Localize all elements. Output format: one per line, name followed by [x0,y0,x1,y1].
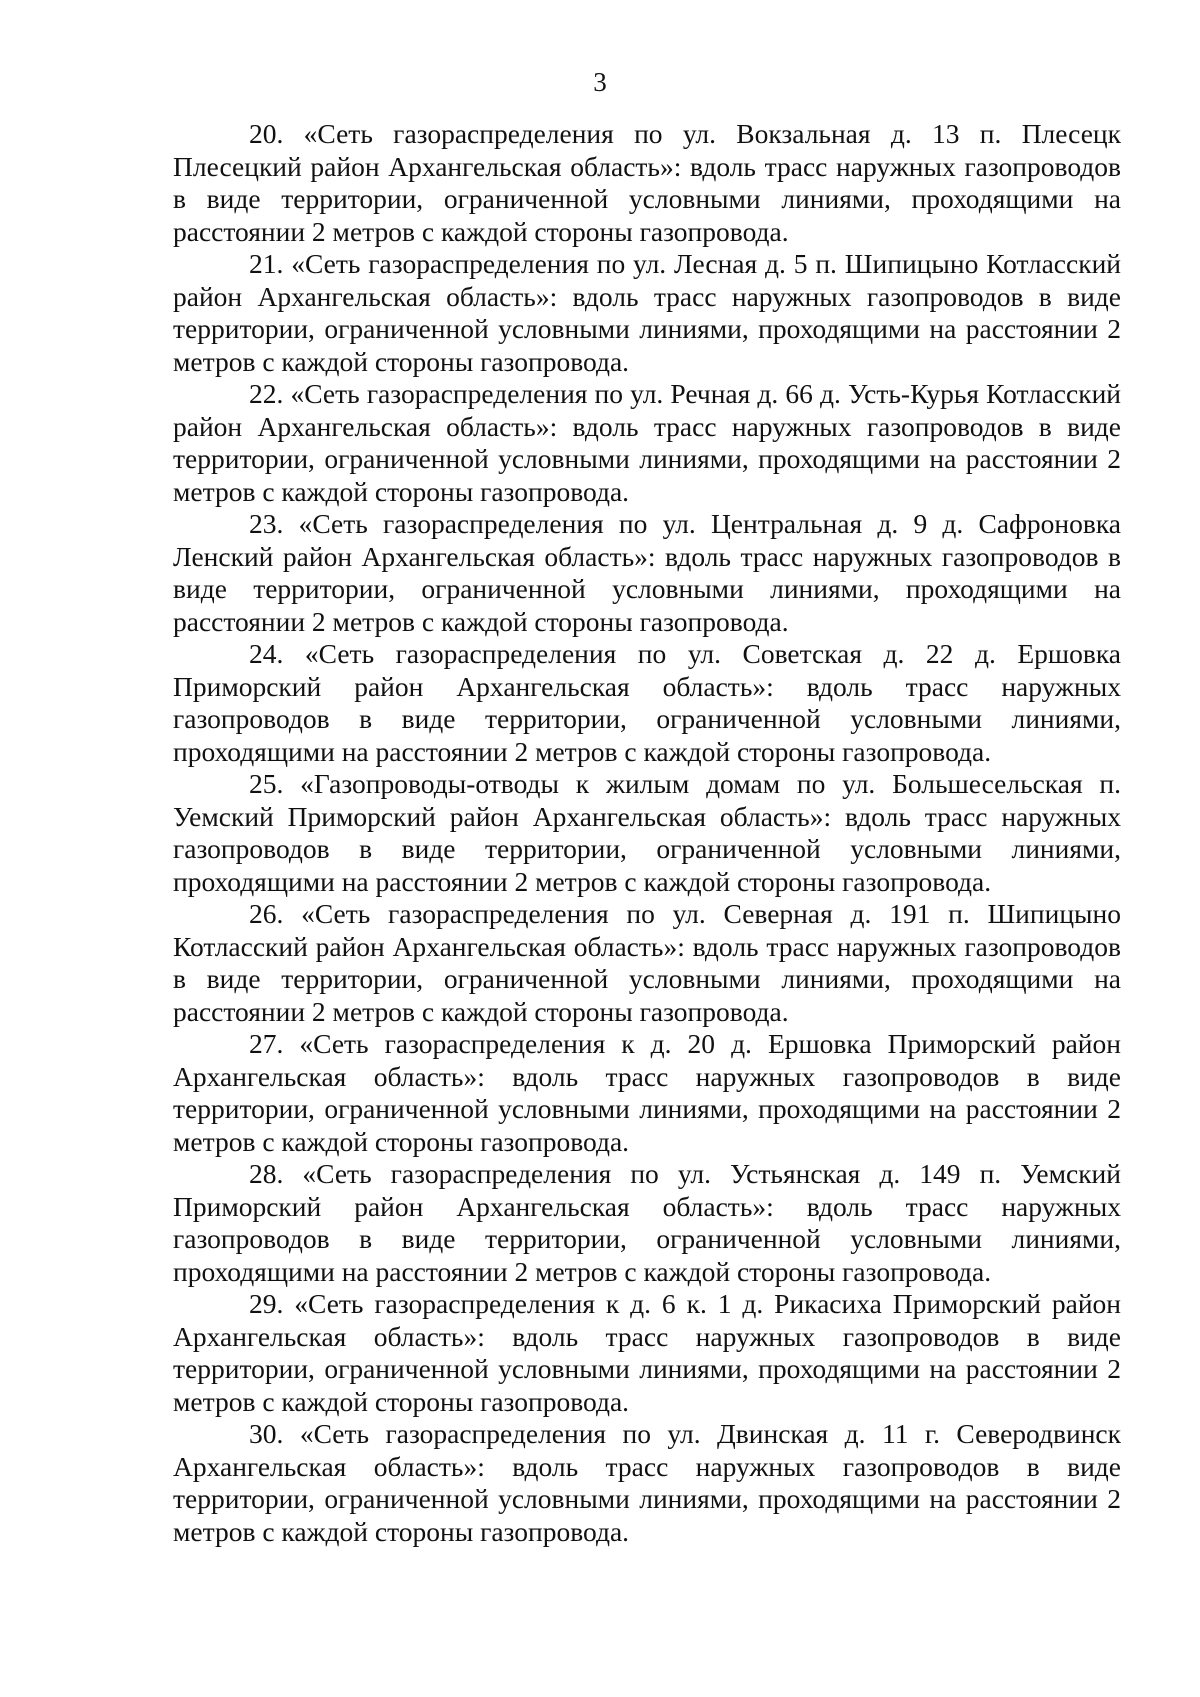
list-item-25: 25. «Газопроводы-отводы к жилым домам по ул. Большесельская п. Уемский Приморский район Архангельская область»: вдоль трасс наружных газопроводов в виде территории, ограниченной условными линиями, проходящими на расстоянии 2 метров с каждой стороны газопровода. [173,768,1121,897]
list-item-27: 27. «Сеть газораспределения к д. 20 д. Ершовка Приморский район Архангельская область»: вдоль трасс наружных газопроводов в виде территории, ограниченной условными линиями, проходящими на расстоянии 2 метров с каждой стороны газопровода. [173,1028,1121,1157]
list-item-22: 22. «Сеть газораспределения по ул. Речная д. 66 д. Усть-Курья Котласский район Архангельская область»: вдоль трасс наружных газопроводов в виде территории, ограниченной условными линиями, проходящими на расстоянии 2 метров с каждой стороны газопровода. [173,378,1121,507]
list-item-30: 30. «Сеть газораспределения по ул. Двинская д. 11 г. Северодвинск Архангельская область»: вдоль трасс наружных газопроводов в виде территории, ограниченной условными линиями, проходящими на расстоянии 2 метров с каждой стороны газопровода. [173,1418,1121,1547]
list-item-26: 26. «Сеть газораспределения по ул. Северная д. 191 п. Шипицыно Котласский район Архангельская область»: вдоль трасс наружных газопроводов в виде территории, ограниченной условными линиями, проходящими на расстоянии 2 метров с каждой стороны газопровода. [173,898,1121,1027]
list-item-29: 29. «Сеть газораспределения к д. 6 к. 1 д. Рикасиха Приморский район Архангельская область»: вдоль трасс наружных газопроводов в виде территории, ограниченной условными линиями, проходящими на расстоянии 2 метров с каждой стороны газопровода. [173,1288,1121,1417]
list-item-23: 23. «Сеть газораспределения по ул. Центральная д. 9 д. Сафроновка Ленский район Архангельская область»: вдоль трасс наружных газопроводов в виде территории, ограниченной условными линиями, проходящими на расстоянии 2 метров с каждой стороны газопровода. [173,508,1121,637]
page-number: 3 [593,67,607,97]
list-item-20: 20. «Сеть газораспределения по ул. Вокзальная д. 13 п. Плесецк Плесецкий район Архангельская область»: вдоль трасс наружных газопроводов в виде территории, ограниченной условными линиями, проходящими на расстоянии 2 метров с каждой стороны газопровода. [173,118,1121,247]
list-item-28: 28. «Сеть газораспределения по ул. Устьянская д. 149 п. Уемский Приморский район Архангельская область»: вдоль трасс наружных газопроводов в виде территории, ограниченной условными линиями, проходящими на расстоянии 2 метров с каждой стороны газопровода. [173,1158,1121,1287]
list-item-24: 24. «Сеть газораспределения по ул. Советская д. 22 д. Ершовка Приморский район Архангельская область»: вдоль трасс наружных газопроводов в виде территории, ограниченной условными линиями, проходящими на расстоянии 2 метров с каждой стороны газопровода. [173,638,1121,767]
list-item-21: 21. «Сеть газораспределения по ул. Лесная д. 5 п. Шипицыно Котласский район Архангельская область»: вдоль трасс наружных газопроводов в виде территории, ограниченной условными линиями, проходящими на расстоянии 2 метров с каждой стороны газопровода. [173,248,1121,377]
document-body [173,118,1121,1548]
